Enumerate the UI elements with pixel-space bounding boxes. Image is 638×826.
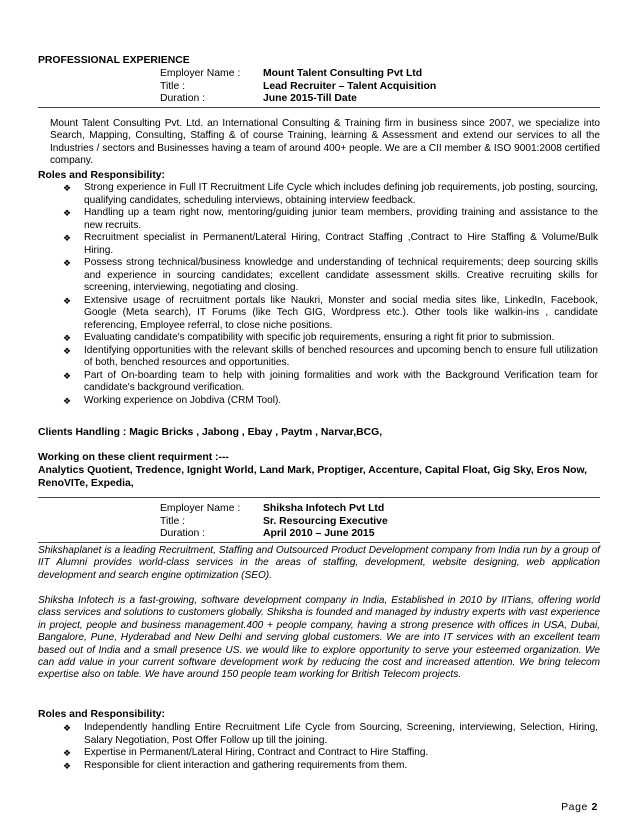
page-number bbox=[561, 801, 598, 813]
job1-title-row bbox=[160, 81, 436, 94]
diamond-bullet-icon: ❖ bbox=[63, 370, 72, 381]
job2-employer-label: Employer Name : bbox=[160, 503, 241, 514]
job1-employer-block bbox=[160, 68, 436, 106]
diamond-bullet-icon: ❖ bbox=[63, 233, 72, 243]
list-item: ❖ Extensive usage of recruitment portals like Naukri, Monster and social media sites like, LinkedIn, Facebook, Google (Meta search), IT Forums (like Tech GIG, Wordpress etc.). Other tools like walkin-ins , candidate referencing, Employee referral, to close niche positions. bbox=[63, 294, 598, 331]
job2-employer-value: Shiksha Infotech Pvt Ltd bbox=[263, 503, 385, 514]
diamond-bullet-icon: ❖ bbox=[63, 345, 72, 356]
job1-title-value: Lead Recruiter – Talent Acquisition bbox=[263, 80, 437, 92]
divider bbox=[38, 107, 600, 108]
job1-working-heading: Working on these client requirment :--- bbox=[38, 452, 229, 463]
job1-working-clients: Analytics Quotient, Tredence, Ignight World, Land Mark, Proptiger, Accenture, Capital Float, Gig Sky, Eros Now, RenoVITe, Expedia, bbox=[38, 465, 588, 489]
list-item: ❖ Part of On-boarding team to help with joining formalities and work with the Background Verification team for candidate's background verification. bbox=[63, 369, 598, 393]
diamond-bullet-icon: ❖ bbox=[63, 748, 72, 758]
job2-duration-value: April 2010 – June 2015 bbox=[263, 528, 375, 540]
job1-clients-line: Clients Handling : Magic Bricks , Jabong , Ebay , Paytm , Narvar,BCG, bbox=[38, 427, 383, 438]
list-item: ❖ Expertise in Permanent/Lateral Hiring, Contract and Contract to Hire Staffing. bbox=[63, 747, 429, 758]
job2-roles-list bbox=[62, 722, 598, 772]
job2-duration-row bbox=[160, 528, 388, 541]
list-item: ❖ Strong experience in Full IT Recruitment Life Cycle which includes defining job requirements, job posting, sourcing, qualifying candidates, scheduling interviews, obtaining interview feedback. bbox=[63, 182, 598, 206]
diamond-bullet-icon: ❖ bbox=[63, 295, 72, 306]
job2-description-1: Shikshaplanet is a leading Recruitment, Staffing and Outsourced Product Development company from India run by a group of IIT Alumni provides world-class services in the areas of staffing, development, website designing, web application development and search engine optimization (SEO). bbox=[38, 545, 600, 581]
list-item: ❖ Independently handling Entire Recruitment Life Cycle from Sourcing, Screening, interviewing, Selection, Hiring, Salary Negotiation, Post Offer Follow up till the joining. bbox=[63, 722, 598, 746]
list-item: ❖ Recruitment specialist in Permanent/Lateral Hiring, Contract Staffing ,Contract to Hire Staffing & Volume/Bulk Hiring. bbox=[63, 232, 598, 256]
job2-title-value: Sr. Resourcing Executive bbox=[263, 515, 388, 527]
divider bbox=[38, 542, 600, 543]
diamond-bullet-icon: ❖ bbox=[63, 208, 72, 218]
job2-employer-block bbox=[160, 503, 388, 541]
job2-duration-label: Duration : bbox=[160, 528, 206, 540]
section-title: PROFESSIONAL EXPERIENCE bbox=[38, 55, 190, 66]
job1-duration-row bbox=[160, 93, 436, 106]
job1-employer-label: Employer Name : bbox=[160, 68, 241, 79]
job1-roles-heading: Roles and Responsibility: bbox=[38, 170, 166, 181]
job1-employer-value: Mount Talent Consulting Pvt Ltd bbox=[263, 68, 423, 79]
job2-roles-heading: Roles and Responsibility: bbox=[38, 709, 166, 720]
job1-title-label: Title : bbox=[160, 80, 186, 92]
page-number-value: 2 bbox=[591, 801, 598, 813]
job2-title-row bbox=[160, 516, 388, 529]
list-item: ❖ Handling up a team right now, mentoring/guiding junior team members, providing training and assistance to the new recruits. bbox=[63, 207, 598, 231]
job1-description: Mount Talent Consulting Pvt. Ltd. an International Consulting & Training firm in business since 2007, we specialize into Search, Mapping, Consulting, Staffing & of course Training, learning & Assessment and extend our services to all the Industries / sectors and Businesses having a team of around 400+ people. We are a CII member & ISO 9001:2008 certified company. bbox=[50, 118, 600, 167]
diamond-bullet-icon: ❖ bbox=[63, 258, 72, 268]
page-label: Page bbox=[561, 801, 589, 813]
job2-employer-row bbox=[160, 503, 388, 516]
list-item: ❖ Working experience on Jobdiva (CRM Tool). bbox=[63, 394, 282, 406]
diamond-bullet-icon: ❖ bbox=[63, 760, 72, 771]
job1-roles-list bbox=[62, 182, 598, 407]
diamond-bullet-icon: ❖ bbox=[63, 723, 72, 733]
list-item: ❖ Possess strong technical/business knowledge and understanding of technical requirements; deep sourcing skills and experience in sourcing candidates; excellent candidate assessment skills. Creative recruiting skills for screening, interviewing, negotiating and closing. bbox=[63, 257, 598, 293]
job1-duration-label: Duration : bbox=[160, 93, 206, 105]
job1-employer-row bbox=[160, 68, 436, 81]
job1-duration-value: June 2015-Till Date bbox=[263, 93, 357, 105]
diamond-bullet-icon: ❖ bbox=[63, 183, 72, 193]
job2-title-label: Title : bbox=[160, 515, 186, 527]
job2-description-2: Shiksha Infotech is a fast-growing, software development company in India, Established in 2010 by IITians, offering world class services and solutions to customers globally. Shiksha is founded and managed by industry experts with vast experience in project, people and business management.400 + people company, having a strong presence with offices in USA, Dubai, Bangalore, Pune, Hyderabad and New Delhi and serving global customers. We are into IT services with an excellent team based out of India and a small presence US. we would like to explore opportunity to serve your esteemed organization. We can add value in your current software development work by reducing the cost and increased attention. We bring telecom expertise also on table. We have around 150 people team working for British Telecom projects. bbox=[38, 595, 600, 681]
divider bbox=[38, 497, 600, 498]
diamond-bullet-icon: ❖ bbox=[63, 333, 72, 343]
list-item: ❖ Identifying opportunities with the relevant skills of benched resources and upcoming bench to ensure full utilization of both, benched resources and opportunities. bbox=[63, 344, 598, 368]
list-item: ❖ Responsible for client interaction and gathering requirements from them. bbox=[63, 759, 408, 771]
list-item: ❖ Evaluating candidate's compatibility with specific job requirements, ensuring a right fit prior to submission. bbox=[63, 332, 555, 343]
diamond-bullet-icon: ❖ bbox=[63, 395, 72, 406]
